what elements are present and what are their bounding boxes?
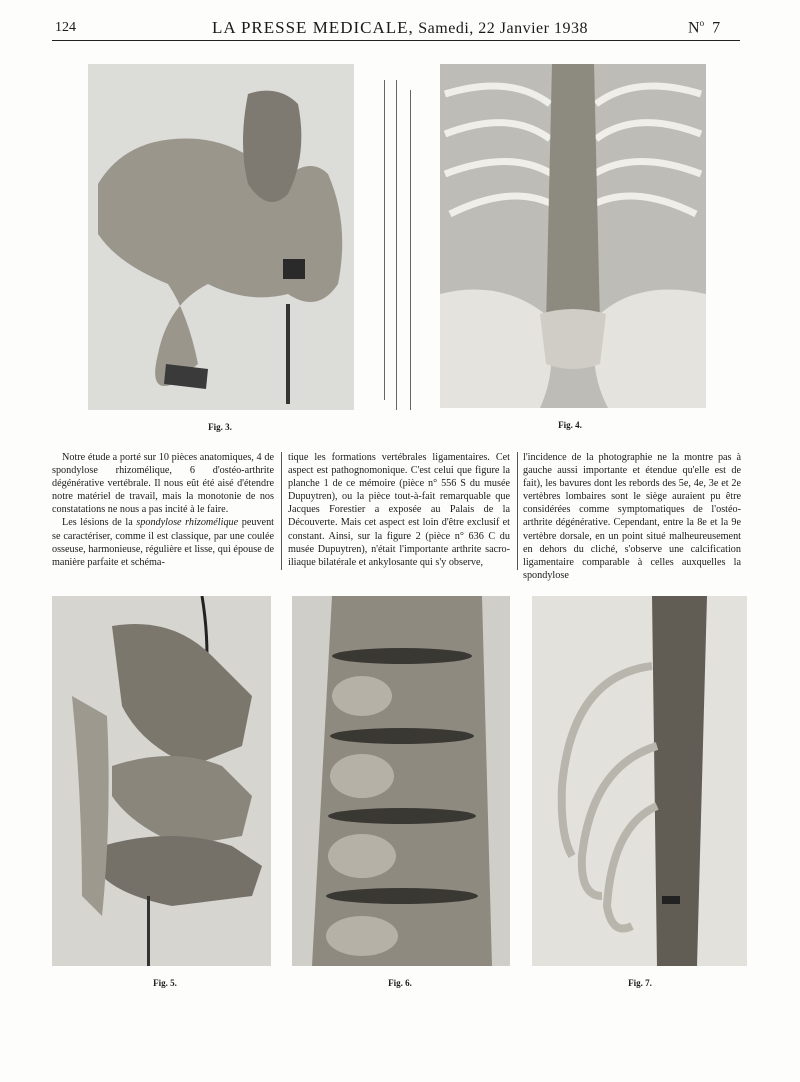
- paragraph: tique les formations vertébrales ligamentaires. Cet aspect est pathognomonique. C'est celui que figure la planche 1 de ce mémoire (pièce n° 556 S du musée Dupuytren), ou la pièce tout-à-fait remarquable que Jacques Forestier a exposée au Palais de la Découverte. Mais cet aspect est loin d'être exclusif et constant. Ainsi, sur la figure 2 (pièce n° 636 C du musée Dupuytren), n'était l'importante arthrite sacro-iliaque bilatérale et ankylosante qui s'y observe,: [288, 452, 510, 568]
- paragraph: Notre étude a porté sur 10 pièces anatomiques, 4 de spondylose rhizomélique, 6 d'ostéo-arthrite dégénérative vertébrale. Il nous eût été aisé d'étendre notre matériel de travail, mais la monotonie de nos constatations ne nous a pas incité à le faire.: [52, 452, 274, 516]
- paragraph: Les lésions de la spondylose rhizomélique peuvent se caractériser, comme il est classique, par une coulée osseuse, harmonieuse, régulière et lisse, qui épouse de manière parfaite et schéma-: [52, 517, 274, 568]
- divider-line: [410, 90, 411, 410]
- column-rule: [281, 452, 282, 570]
- journal-title: LA PRESSE MEDICALE,: [212, 18, 414, 37]
- figure-7-photo: [532, 596, 747, 966]
- page-number: 124: [55, 20, 76, 35]
- running-header: [0, 18, 800, 38]
- figure-6-caption: Fig. 6.: [388, 978, 412, 988]
- issue-date: Samedi, 22 Janvier 1938: [418, 20, 588, 37]
- column-rule: [517, 452, 518, 570]
- text-column-1: [52, 451, 274, 569]
- text-column-2: [288, 451, 510, 569]
- figure-4-caption: Fig. 4.: [558, 420, 582, 430]
- figure-4-photo: [440, 64, 706, 408]
- figure-6-photo: [292, 596, 510, 966]
- text-column-3: [523, 451, 741, 582]
- paragraph: l'incidence de la photographie ne la montre pas à gauche aussi importante et étendue qu'elle est de fait), les bavures dont les rebords des 5e, 4e, 3e et 2e vertèbres lombaires sont le siège auraient pu être considérées comme symptomatiques de l'ostéo-arthrite dégénérative. Cependant, entre la 8e et la 9e vertèbre dorsale, en un point situé malheureusement en dehors du cliché, s'observe une calcification ligamentaire comparable à celles auxquelles la spondylose: [523, 452, 741, 581]
- divider-line: [384, 80, 385, 400]
- figure-5-caption: Fig. 5.: [153, 978, 177, 988]
- figure-3-photo: [88, 64, 354, 410]
- header-rule: [52, 40, 740, 41]
- figure-7-caption: Fig. 7.: [628, 978, 652, 988]
- issue-number: $N^o$ 7: [688, 18, 721, 37]
- divider-line: [396, 80, 397, 410]
- figure-5-photo: [52, 596, 271, 966]
- figure-3-caption: Fig. 3.: [208, 422, 232, 432]
